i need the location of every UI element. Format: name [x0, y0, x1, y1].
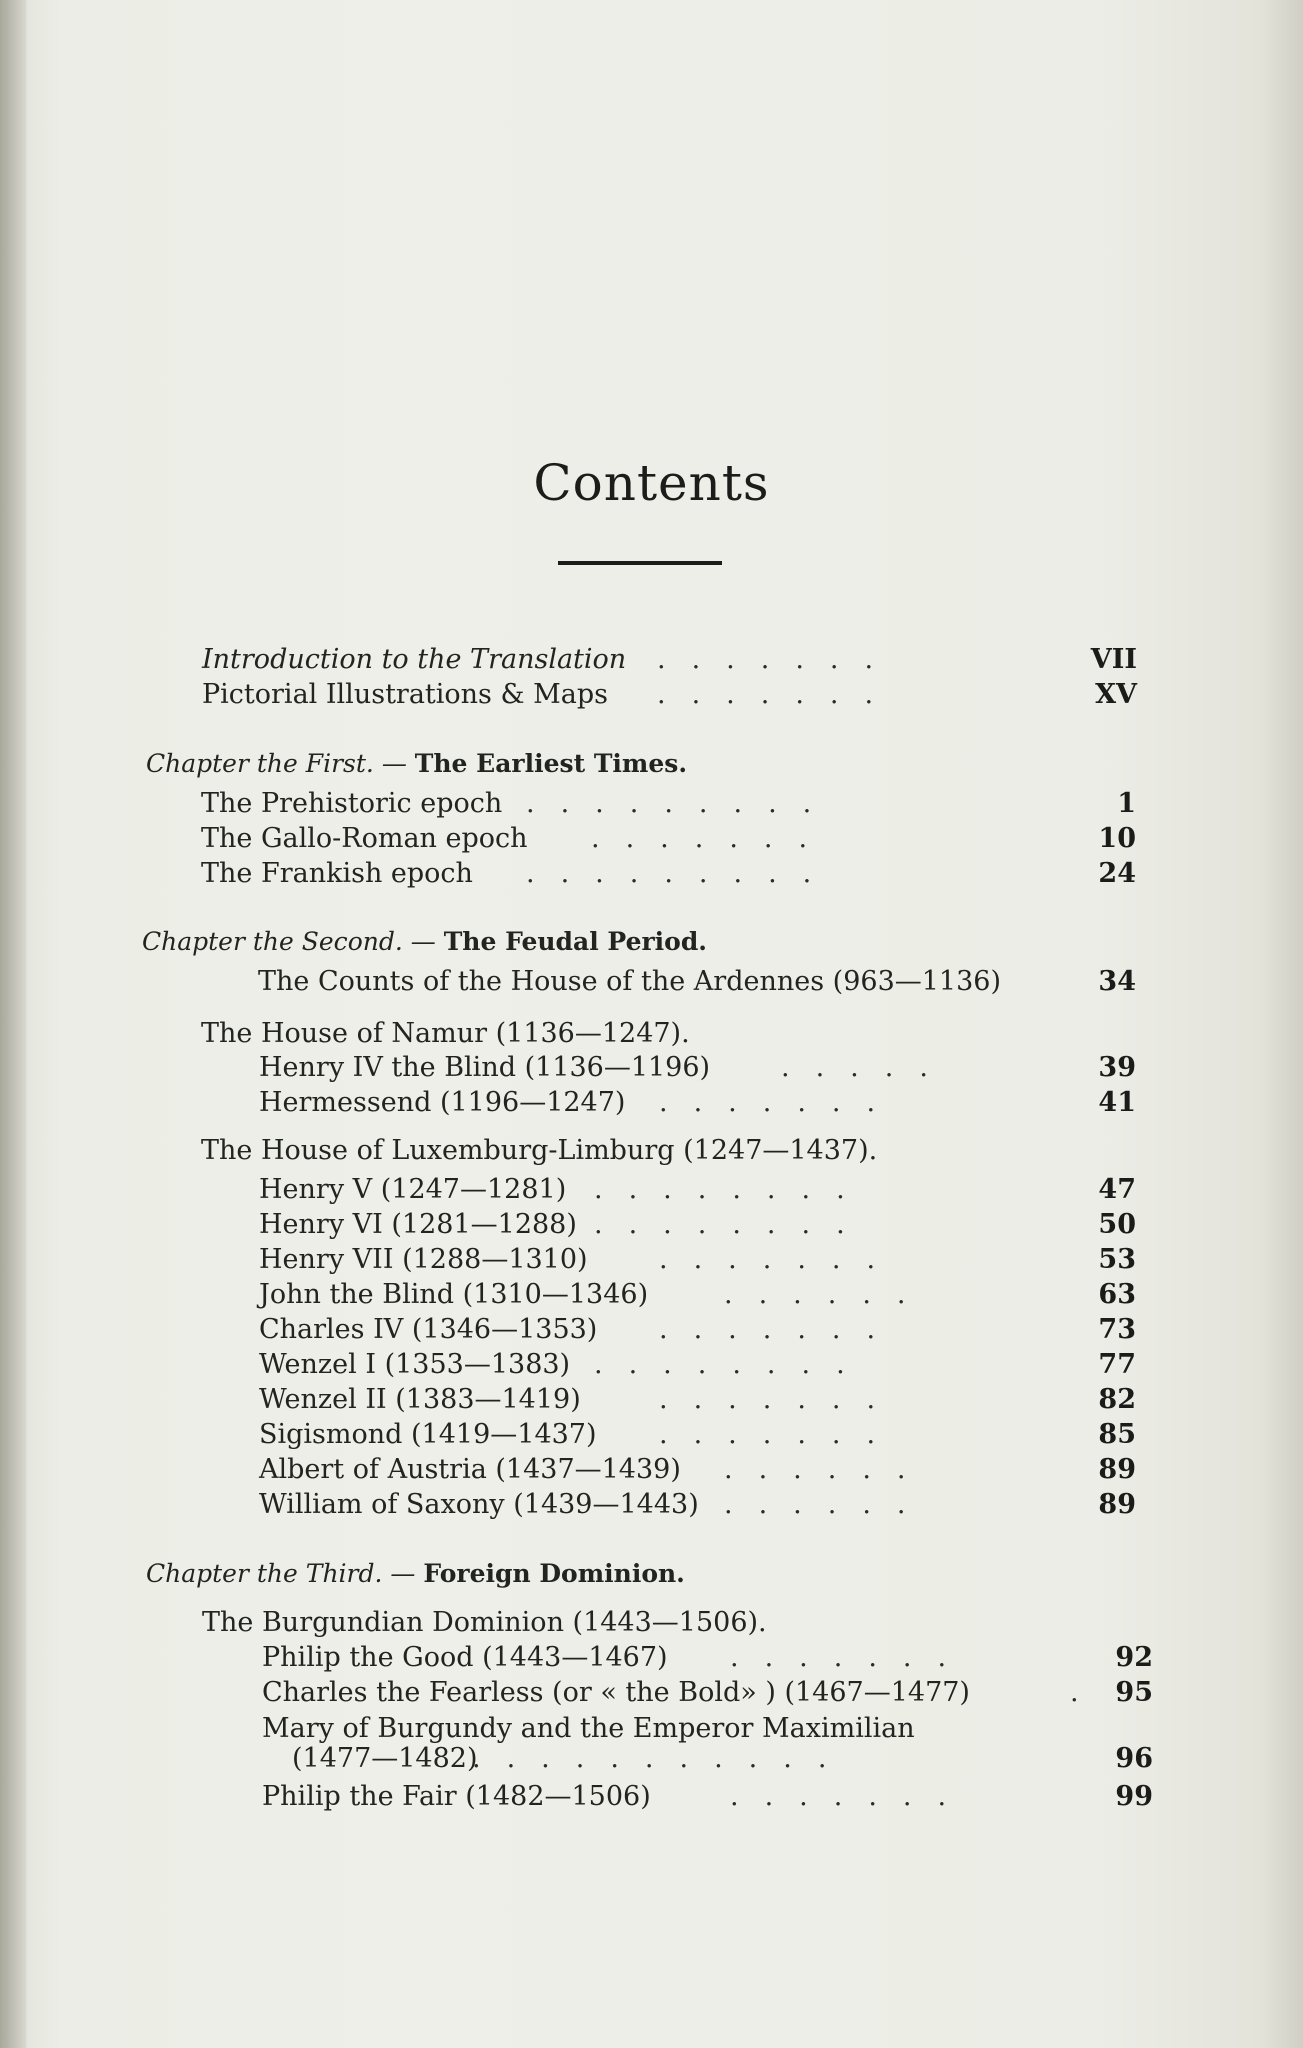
toc-entry-label: John the Blind (1310—1346) — [259, 1279, 649, 1310]
toc-entry — [259, 1347, 1136, 1383]
toc-entry — [262, 1779, 1153, 1815]
toc-entry — [259, 1242, 1136, 1278]
toc-entry — [259, 1382, 1136, 1418]
chapter-heading — [142, 924, 707, 960]
leader-dots: ....... — [659, 1314, 902, 1345]
leader-dots: ....... — [659, 1244, 902, 1275]
toc-page-number: 92 — [1115, 1642, 1153, 1673]
toc-page-number: 47 — [1098, 1174, 1136, 1205]
toc-entry-label: Philip the Good (1443—1467) — [262, 1642, 668, 1673]
chapter-heading — [146, 1556, 685, 1592]
toc-entry — [259, 1312, 1136, 1348]
toc-page-number: 1 — [1117, 788, 1136, 819]
toc-entry-label: The Counts of the House of the Ardennes (963—1136) — [258, 966, 1001, 997]
toc-entry — [259, 1487, 1136, 1523]
toc-page-number: 99 — [1115, 1781, 1153, 1812]
toc-entry-label: The Prehistoric epoch — [201, 788, 503, 819]
toc-page-number: 24 — [1098, 858, 1136, 889]
leader-dots: ...... — [724, 1279, 932, 1310]
toc-entry-label: Introduction to the Translation — [202, 644, 627, 675]
toc-entry — [259, 1050, 1136, 1086]
leader-dots: ........ — [594, 1349, 871, 1380]
leader-dots: ..... — [781, 1052, 954, 1083]
toc-page-number: 10 — [1098, 823, 1136, 854]
toc-entry — [258, 964, 1136, 1000]
toc-entry — [262, 1640, 1153, 1676]
leader-dots: ......... — [526, 858, 838, 889]
toc-page-number: XV — [1095, 679, 1137, 710]
toc-entry-label: Mary of Burgundy and the Emperor Maximilian — [262, 1713, 915, 1744]
leader-dots: ...... — [724, 1454, 932, 1485]
toc-page-number: VII — [1090, 644, 1137, 675]
toc-entry — [259, 1452, 1136, 1488]
toc-entry-label: Wenzel II (1383—1419) — [259, 1384, 581, 1415]
chapter-prefix: Chapter the Third. — — [146, 1559, 416, 1588]
toc-entry — [259, 1417, 1136, 1453]
leader-dots: ....... — [659, 1087, 902, 1118]
toc-page-number: 96 — [1115, 1743, 1153, 1774]
toc-page-number: 73 — [1098, 1314, 1136, 1345]
toc-page-number: 34 — [1098, 966, 1136, 997]
toc-entry — [259, 1207, 1136, 1243]
leader-dots: ....... — [657, 679, 900, 710]
toc-entry-label: Henry VII (1288—1310) — [259, 1244, 588, 1275]
toc-page-number: 63 — [1098, 1279, 1136, 1310]
chapter-prefix: Chapter the Second. — — [142, 927, 436, 956]
leader-dots: ........... — [472, 1743, 853, 1774]
leader-dots: ........ — [594, 1209, 871, 1240]
toc-entry — [262, 1741, 1153, 1777]
toc-entry — [201, 786, 1136, 822]
toc-page-number: 41 — [1098, 1087, 1136, 1118]
section-heading: The Burgundian Dominion (1443—1506). — [202, 1607, 767, 1638]
toc-entry — [259, 1172, 1136, 1208]
section-heading: The House of Luxemburg-Limburg (1247—1437). — [201, 1135, 878, 1166]
toc-entry-label: Albert of Austria (1437—1439) — [259, 1454, 681, 1485]
toc-page-number: 85 — [1098, 1419, 1136, 1450]
section-heading: The House of Namur (1136—1247). — [201, 1018, 690, 1049]
chapter-heading — [146, 746, 687, 782]
toc-page-number: 53 — [1098, 1244, 1136, 1275]
chapter-name: The Feudal Period. — [443, 927, 707, 956]
toc-entry-label: Sigismond (1419—1437) — [259, 1419, 597, 1450]
toc-entry-label: The Gallo-Roman epoch — [201, 823, 528, 854]
toc-entry — [259, 1085, 1136, 1121]
toc-entry-label: Henry V (1247—1281) — [259, 1174, 567, 1205]
toc-entry — [262, 1675, 1153, 1711]
toc-entry-label: Henry IV the Blind (1136—1196) — [259, 1052, 711, 1083]
toc-entry — [201, 821, 1136, 857]
toc-entry — [201, 856, 1136, 892]
chapter-name: Foreign Dominion. — [423, 1559, 685, 1588]
leader-dots: ....... — [591, 823, 834, 854]
toc-page-number: 77 — [1098, 1349, 1136, 1380]
toc-entry — [202, 642, 1137, 678]
leader-dots: ...... — [724, 1489, 932, 1520]
toc-page-number: 89 — [1098, 1489, 1136, 1520]
leader-dots: ......... — [526, 788, 838, 819]
toc-entry-label: Hermessend (1196—1247) — [259, 1087, 626, 1118]
toc-entry-label: Philip the Fair (1482—1506) — [262, 1781, 651, 1812]
toc-entry-label: Charles IV (1346—1353) — [259, 1314, 598, 1345]
leader-dots: ....... — [657, 644, 900, 675]
leader-dots: ....... — [659, 1419, 902, 1450]
leader-dots: ....... — [730, 1781, 973, 1812]
toc-entry-label: Wenzel I (1353—1383) — [259, 1349, 571, 1380]
toc-entry-label: Charles the Fearless (or « the Bold» ) (1467—1477) — [262, 1677, 970, 1708]
toc-page-number: 50 — [1098, 1209, 1136, 1240]
toc-entry-label: William of Saxony (1439—1443) — [259, 1489, 699, 1520]
page-title: Contents — [533, 454, 770, 512]
toc-page-number: 82 — [1098, 1384, 1136, 1415]
toc-entry-label: The Frankish epoch — [201, 858, 473, 889]
toc-page-number: 89 — [1098, 1454, 1136, 1485]
chapter-prefix: Chapter the First. — — [146, 749, 407, 778]
toc-entry-label-continued: (1477—1482) — [292, 1743, 478, 1774]
toc-entry-label: Henry VI (1281—1288) — [259, 1209, 577, 1240]
toc-page-number: 39 — [1098, 1052, 1136, 1083]
chapter-name: The Earliest Times. — [414, 749, 688, 778]
toc-entry-label: Pictorial Illustrations & Maps — [202, 679, 608, 710]
toc-entry — [202, 677, 1137, 713]
leader-dots: ....... — [730, 1642, 973, 1673]
toc-entry — [259, 1277, 1136, 1313]
toc-page-number: 95 — [1115, 1677, 1153, 1708]
leader-dots: ........ — [594, 1174, 871, 1205]
leader-dots: . — [1070, 1677, 1105, 1708]
leader-dots: ....... — [659, 1384, 902, 1415]
